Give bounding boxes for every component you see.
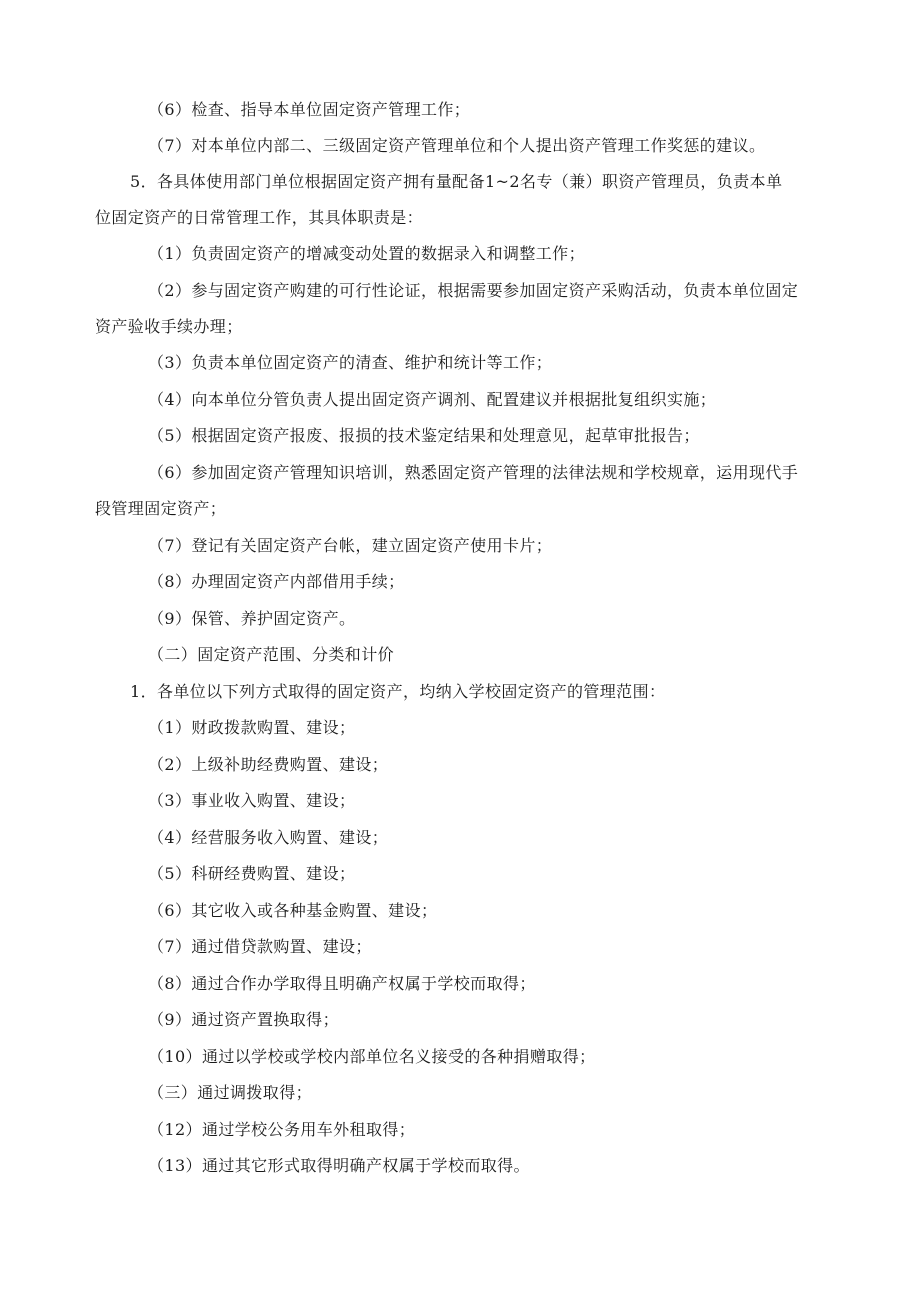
text-line: 段管理固定资产；	[95, 499, 227, 518]
text-line: （3）事业收入购置、建设；	[148, 791, 356, 810]
text-line: （1）财政拨款购置、建设；	[148, 718, 356, 737]
text-line: （10）通过以学校或学校内部单位名义接受的各种捐赠取得；	[148, 1047, 596, 1066]
text-line: （9）保管、养护固定资产。	[148, 609, 356, 628]
text-line: （1）负责固定资产的增减变动处置的数据录入和调整工作；	[148, 244, 585, 263]
text-line: （7）通过借贷款购置、建设；	[148, 937, 372, 956]
text-line: （4）经营服务收入购置、建设；	[148, 828, 389, 847]
text-line: 资产验收手续办理；	[95, 317, 243, 336]
text-line: （三）通过调拨取得；	[148, 1083, 313, 1102]
text-line: （5）根据固定资产报废、报损的技术鉴定结果和处理意见，起草审批报告；	[148, 426, 700, 445]
text-line: （6）检查、指导本单位固定资产管理工作；	[148, 100, 471, 119]
text-line: 位固定资产的日常管理工作，其具体职责是：	[95, 208, 424, 227]
text-line: （9）通过资产置换取得；	[148, 1010, 339, 1029]
text-line: （2）上级补助经费购置、建设；	[148, 755, 389, 774]
text-line: 5．各具体使用部门单位根据固定资产拥有量配备1~2名专（兼）职资产管理员，负责本单	[130, 172, 783, 191]
text-line: （7）对本单位内部二、三级固定资产管理单位和个人提出资产管理工作奖惩的建议。	[148, 136, 766, 155]
text-line: （4）向本单位分管负责人提出固定资产调剂、配置建议并根据批复组织实施；	[148, 390, 717, 409]
text-line: （3）负责本单位固定资产的清查、维护和统计等工作；	[148, 353, 553, 372]
section-heading: （二）固定资产范围、分类和计价	[148, 645, 395, 664]
text-line: （8）办理固定资产内部借用手续；	[148, 572, 405, 591]
text-line: （7）登记有关固定资产台帐，建立固定资产使用卡片；	[148, 536, 553, 555]
text-line: （5）科研经费购置、建设；	[148, 864, 356, 883]
text-line: （12）通过学校公务用车外租取得；	[148, 1120, 416, 1139]
text-line: （2）参与固定资产购建的可行性论证，根据需要参加固定资产采购活动，负责本单位固定	[148, 281, 799, 300]
text-line: （8）通过合作办学取得且明确产权属于学校而取得；	[148, 974, 536, 993]
text-line: 1．各单位以下列方式取得的固定资产，均纳入学校固定资产的管理范围：	[130, 682, 666, 701]
text-line: （6）其它收入或各种基金购置、建设；	[148, 901, 438, 920]
text-line: （6）参加固定资产管理知识培训，熟悉固定资产管理的法律法规和学校规章，运用现代手	[148, 463, 799, 482]
text-line: （13）通过其它形式取得明确产权属于学校而取得。	[148, 1156, 530, 1175]
